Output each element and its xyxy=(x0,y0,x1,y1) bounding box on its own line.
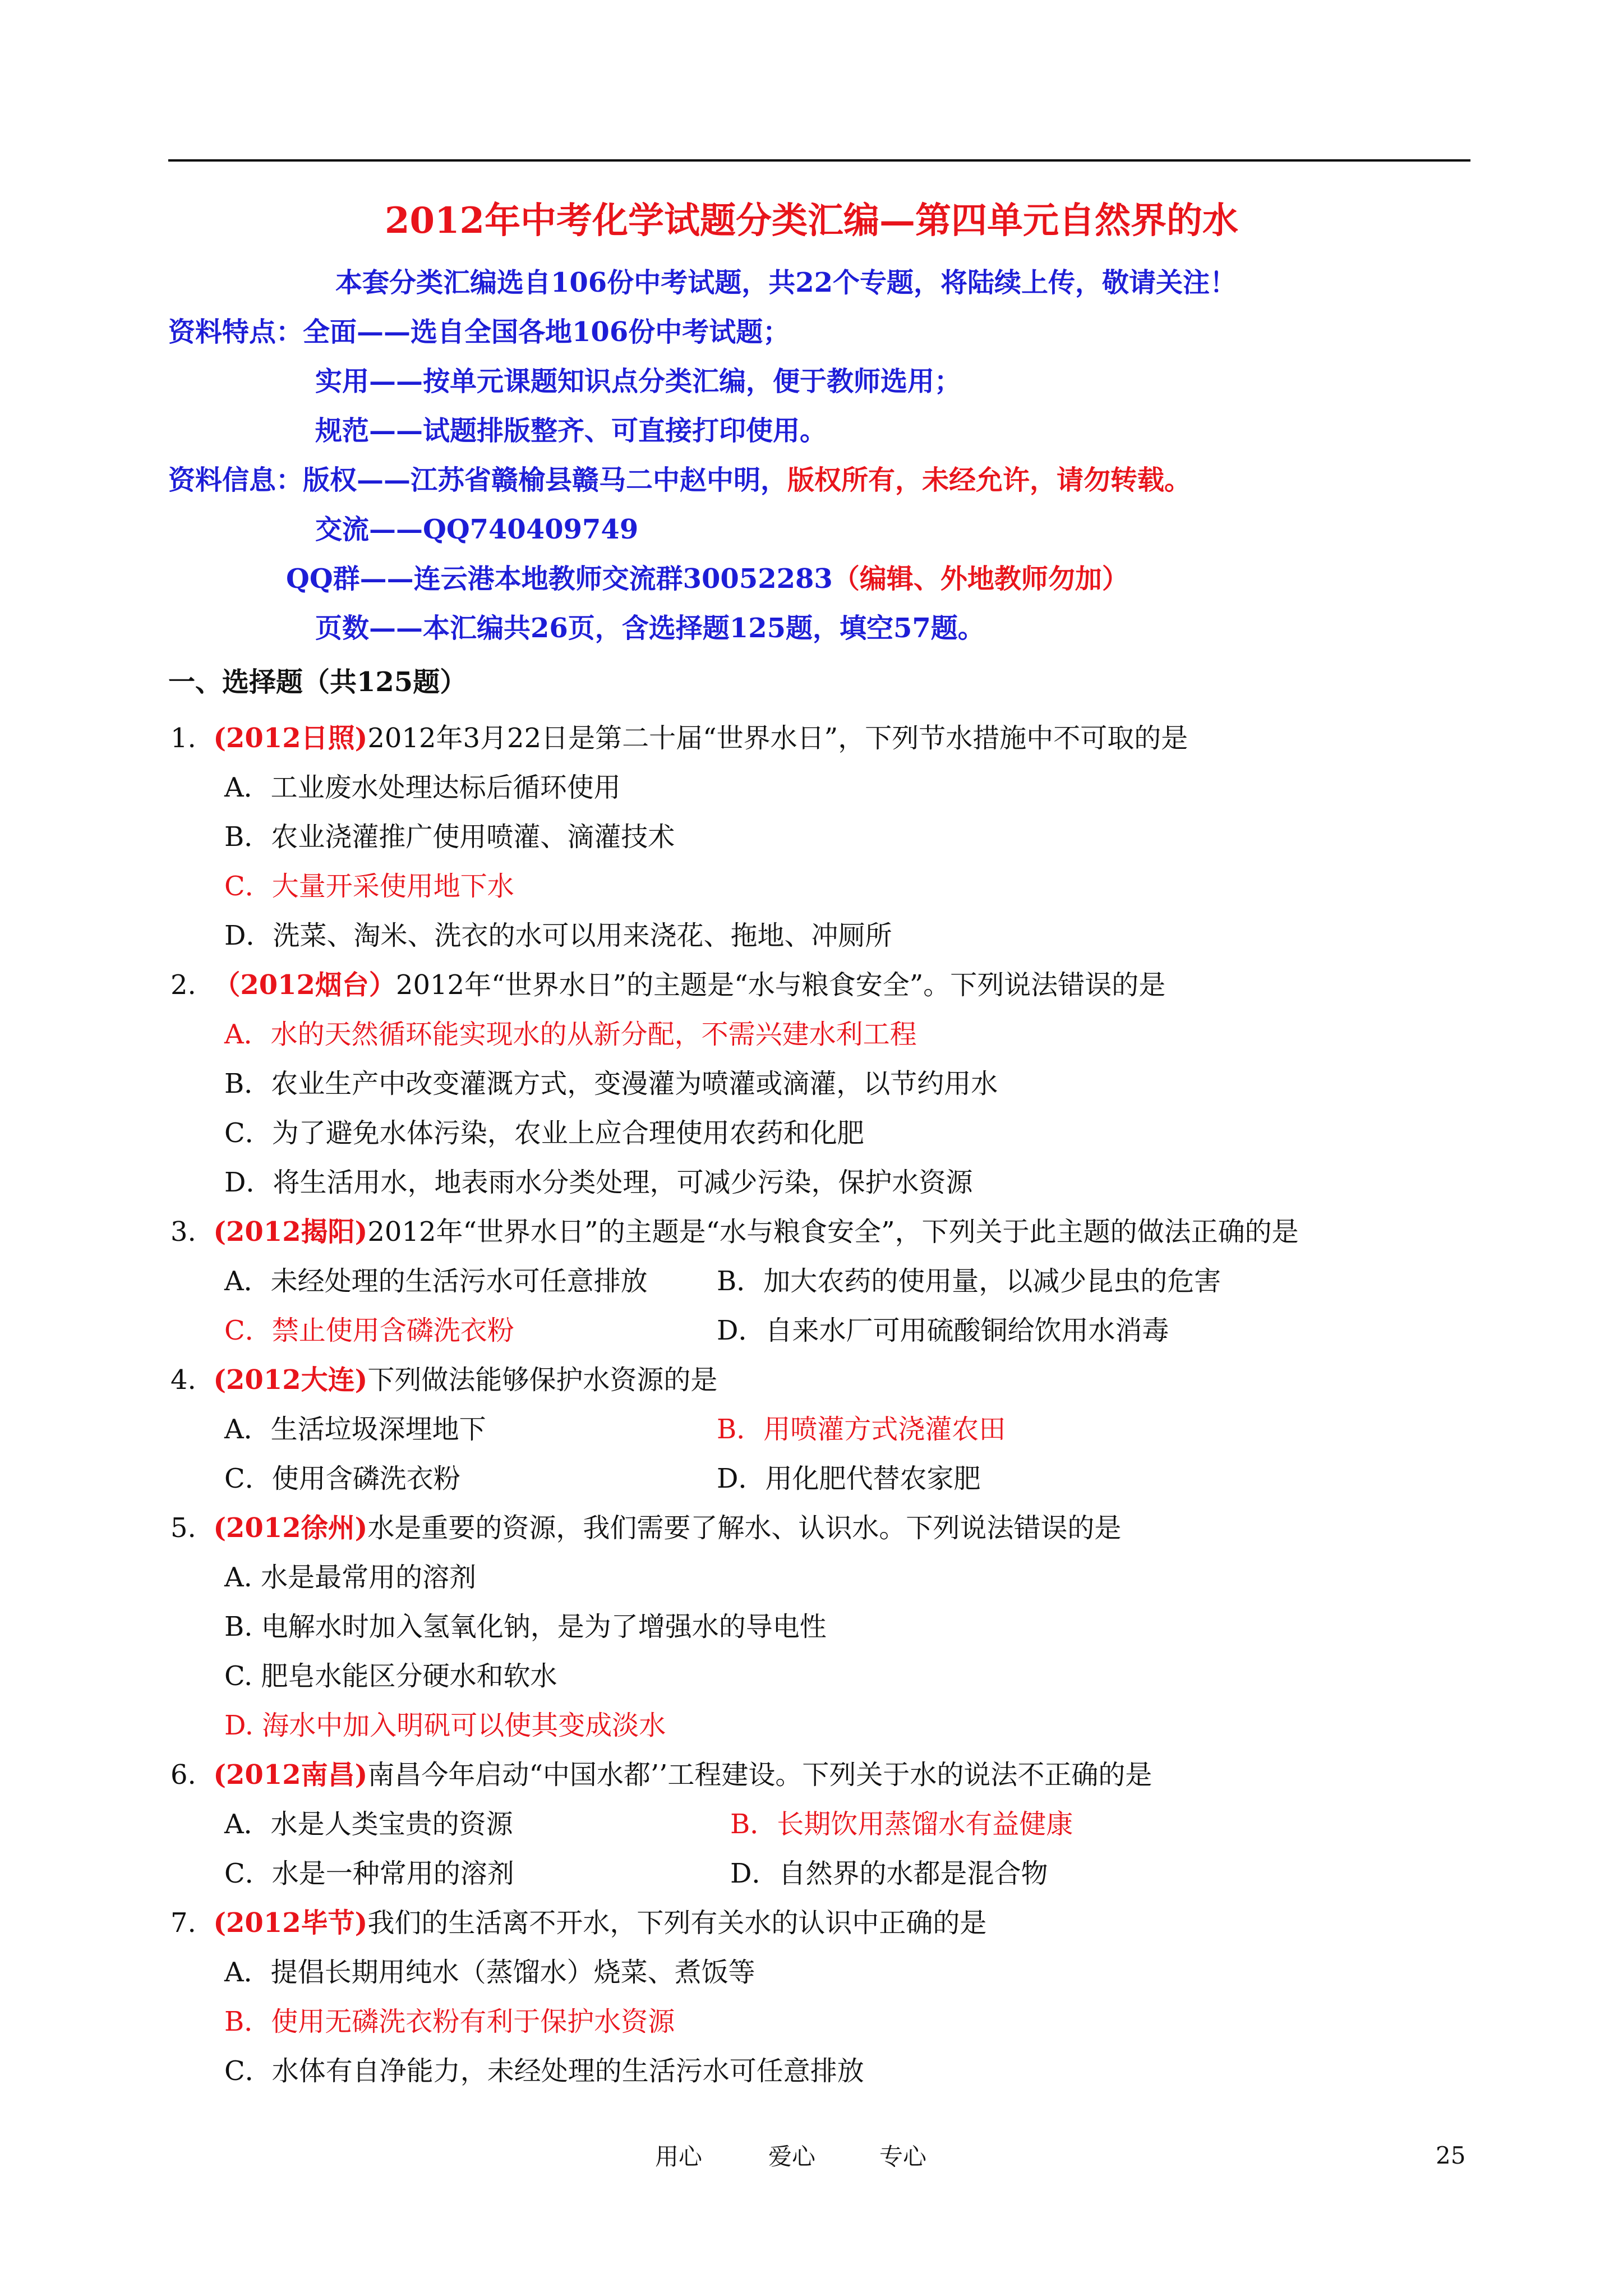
question-text: 2012年“世界水日”的主题是“水与粮食安全”，下列关于此主题的做法正确的是 xyxy=(367,1216,1299,1248)
question-source: (2012揭阳) xyxy=(213,1216,368,1248)
q4-option-a: A．生活垃圾深埋地下 xyxy=(224,1414,486,1445)
question-1-stem xyxy=(170,721,1188,755)
info-line-copyright xyxy=(168,463,1191,497)
q2-option-b: B．农业生产中改变灌溉方式，变漫灌为喷灌或滴灌，以节约用水 xyxy=(224,1068,998,1099)
q7-option-b-answer: B．使用无磷洗衣粉有利于保护水资源 xyxy=(224,2006,675,2037)
question-text: 我们的生活离不开水，下列有关水的认识中正确的是 xyxy=(367,1907,987,1939)
q7-option-c: C．水体有自净能力，未经处理的生活污水可任意排放 xyxy=(224,2055,864,2087)
page-number: 25 xyxy=(1436,2142,1466,2169)
question-3-stem xyxy=(170,1215,1299,1249)
question-source: (2012日照) xyxy=(213,723,368,754)
question-number: 5. xyxy=(170,1512,196,1544)
question-text: 2012年3月22日是第二十届“世界水日”，下列节水措施中不可取的是 xyxy=(367,723,1188,754)
q4-option-b-answer: B．用喷灌方式浇灌农田 xyxy=(717,1414,1006,1445)
question-text: 南昌今年启动“中国水都’’工程建设。下列关于水的说法不正确的是 xyxy=(367,1759,1152,1791)
feature-comprehensive: 全面——选自全国各地106份中考试题； xyxy=(303,316,790,348)
footer-right: 专心 xyxy=(879,2143,927,2170)
q2-option-d: D．将生活用水，地表雨水分类处理，可减少污染，保护水资源 xyxy=(224,1167,973,1198)
question-5-stem xyxy=(170,1511,1121,1545)
q5-option-a: A. 水是最常用的溶剂 xyxy=(224,1562,477,1593)
question-text: 水是重要的资源，我们需要了解水、认识水。下列说法错误的是 xyxy=(367,1512,1122,1544)
q6-option-c: C．水是一种常用的溶剂 xyxy=(224,1858,514,1889)
features-label: 资料特点： xyxy=(168,316,303,348)
features-line-1 xyxy=(168,315,790,349)
question-number: 4. xyxy=(170,1364,196,1396)
question-source: (2012南昌) xyxy=(213,1759,368,1791)
info-label: 资料信息： xyxy=(168,464,303,496)
question-number: 2. xyxy=(170,969,196,1001)
q3-option-b: B．加大农药的使用量，以减少昆虫的危害 xyxy=(717,1266,1221,1297)
question-2-stem xyxy=(170,968,1165,1002)
feature-practical: 实用——按单元课题知识点分类汇编，便于教师选用； xyxy=(315,366,962,397)
q1-option-b: B．农业浇灌推广使用喷灌、滴灌技术 xyxy=(224,821,675,853)
question-7-stem xyxy=(170,1906,986,1940)
header-rule xyxy=(168,159,1470,162)
q3-option-a: A．未经处理的生活污水可任意排放 xyxy=(224,1266,648,1297)
q7-option-a: A．提倡长期用纯水（蒸馏水）烧菜、煮饭等 xyxy=(224,1957,755,1988)
section-heading: 一、选择题（共125题） xyxy=(168,666,467,698)
copyright-notice: 版权所有，未经允许，请勿转载。 xyxy=(787,464,1192,496)
question-source: (2012徐州) xyxy=(213,1512,368,1544)
question-4-stem xyxy=(170,1363,717,1397)
q4-option-d: D．用化肥代替农家肥 xyxy=(717,1463,981,1494)
question-text: 下列做法能够保护水资源的是 xyxy=(367,1364,718,1396)
question-number: 3. xyxy=(170,1216,196,1248)
q3-option-d: D．自来水厂可用硫酸铜给饮用水消毒 xyxy=(717,1315,1169,1346)
q3-option-c-answer: C．禁止使用含磷洗衣粉 xyxy=(224,1315,514,1346)
info-qq-group xyxy=(286,562,1129,596)
question-text: 2012年“世界水日”的主题是“水与粮食安全”。下列说法错误的是 xyxy=(395,969,1166,1001)
feature-standard: 规范——试题排版整齐、可直接打印使用。 xyxy=(315,415,827,447)
question-6-stem xyxy=(170,1758,1152,1792)
question-number: 1. xyxy=(170,723,196,754)
q5-option-b: B. 电解水时加入氢氧化钠，是为了增强水的导电性 xyxy=(224,1611,827,1642)
q1-option-c-answer: C．大量开采使用地下水 xyxy=(224,871,514,902)
intro-line: 本套分类汇编选自106份中考试题，共22个专题，将陆续上传，敬请关注！ xyxy=(335,267,1237,298)
document-title: 2012年中考化学试题分类汇编—第四单元自然界的水 xyxy=(384,200,1239,242)
qq-group-text: QQ群——连云港本地教师交流群30052283 xyxy=(286,563,833,595)
q4-option-c: C．使用含磷洗衣粉 xyxy=(224,1463,460,1494)
footer-middle: 爱心 xyxy=(768,2143,816,2170)
question-number: 6. xyxy=(170,1759,196,1791)
copyright-holder: 版权——江苏省赣榆县赣马二中赵中明， xyxy=(303,464,788,496)
q1-option-a: A．工业废水处理达标后循环使用 xyxy=(224,772,621,803)
q2-option-c: C．为了避免水体污染，农业上应合理使用农药和化肥 xyxy=(224,1117,864,1149)
info-contact: 交流——QQ740409749 xyxy=(315,514,639,545)
question-source: (2012大连) xyxy=(213,1364,368,1396)
q5-option-d-answer: D. 海水中加入明矾可以使其变成淡水 xyxy=(224,1710,666,1741)
question-source: (2012毕节) xyxy=(213,1907,368,1939)
q6-option-a: A．水是人类宝贵的资源 xyxy=(224,1809,513,1840)
question-number: 7. xyxy=(170,1907,196,1939)
qq-group-note: （编辑、外地教师勿加） xyxy=(832,563,1129,595)
q1-option-d: D．洗菜、淘米、洗衣的水可以用来浇花、拖地、冲厕所 xyxy=(224,920,892,951)
q6-option-b-answer: B．长期饮用蒸馏水有益健康 xyxy=(730,1809,1073,1840)
q5-option-c: C. 肥皂水能区分硬水和软水 xyxy=(224,1660,557,1692)
q6-option-d: D．自然界的水都是混合物 xyxy=(730,1858,1048,1889)
question-source: （2012烟台） xyxy=(213,969,396,1001)
info-pages: 页数——本汇编共26页，含选择题125题，填空57题。 xyxy=(315,613,985,644)
footer-left: 用心 xyxy=(655,2143,703,2170)
q2-option-a-answer: A．水的天然循环能实现水的从新分配，不需兴建水利工程 xyxy=(224,1019,917,1050)
